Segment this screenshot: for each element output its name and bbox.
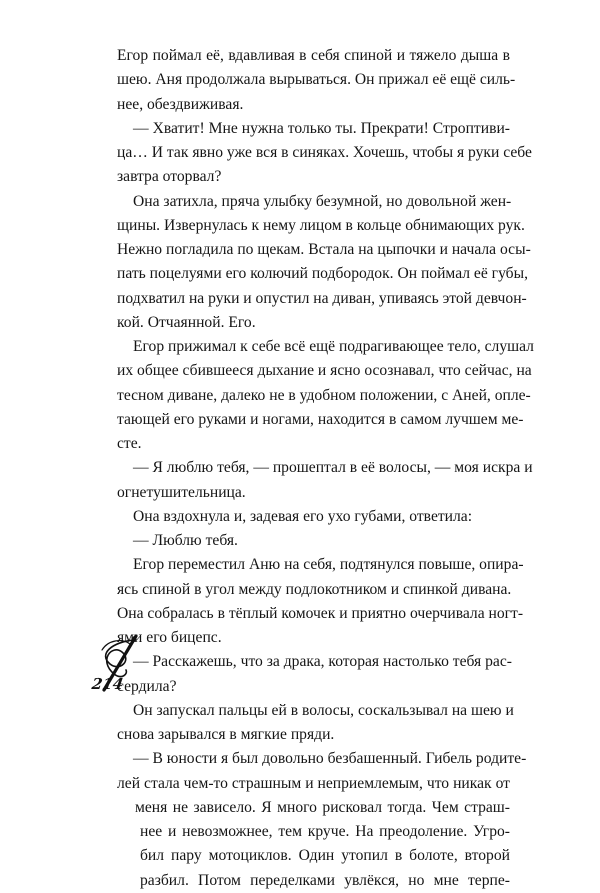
text-line: меня не зависело. Я много рисковал тогда. Чем страш- (135, 798, 510, 816)
text-line: кой. Отчаянной. Его. (117, 313, 256, 331)
text-line: щины. Извернулась к нему лицом в кольце обнимающих рук. (117, 216, 525, 234)
text-line: подхватил на руки и опустил на диван, упиваясь этой девчон- (117, 289, 527, 307)
text-line: сте. (117, 435, 142, 452)
text-line: нее и невозможнее, тем круче. На преодоление. Угро- (140, 823, 510, 840)
text-line: — Хватит! Мне нужна только ты. Прекрати! Строптиви- (133, 119, 510, 137)
text-line: ясь спиной в угол между подлокотником и спинкой дивана. (117, 580, 512, 598)
text-line: снова зарывался в мягкие пряди. (117, 726, 335, 743)
text-line: Егор переместил Аню на себя, подтянулся повыше, опира- (133, 556, 524, 574)
text-line: завтра оторвал? (117, 168, 222, 186)
text-line: — В юности я был довольно безбашенный. Гибель родите- (133, 750, 527, 768)
text-line: Она затихла, пряча улыбку безумной, но довольной жен- (133, 192, 512, 210)
text-line: Он запускал пальцы ей в волосы, соскальзывал на шею и (133, 701, 514, 719)
text-line: Нежно погладила по щекам. Встала на цыпочки и начала осы- (117, 241, 531, 258)
text-line: Она собралась в тёплый комочек и приятно очерчивала ногт- (117, 604, 524, 622)
text-line: нее, обездвиживая. (117, 95, 244, 113)
text-line: огнетушительница. (117, 483, 246, 501)
text-line: Егор поймал её, вдавливая в себя спиной и тяжело дыша в (117, 47, 510, 64)
text-line: пать поцелуями его колючий подбородок. Он поймал её губы, (117, 265, 528, 283)
text-line: тающей его руками и ногами, находится в самом лучшем ме- (117, 410, 524, 428)
text-line: бил пару мотоциклов. Один утопил в болоте, второй (140, 847, 510, 865)
text-line: Она вздохнула и, задевая его ухо губами, ответила: (133, 507, 473, 525)
page-number: 214 (90, 675, 125, 693)
text-line: — Расскажешь, что за драка, которая настолько тебя рас- (133, 653, 512, 671)
text-line: разбил. Потом переделками увлёкся, но мне терпе- (140, 871, 510, 889)
text-line: шею. Аня продолжала вырываться. Он прижал её ещё силь- (117, 71, 516, 89)
text-line: сердила? (117, 677, 177, 695)
text-line: Егор прижимал к себе всё ещё подрагивающее тело, слушал (133, 338, 534, 355)
text-line: их общее сбившееся дыхание и ясно осознавал, что сейчас, на (117, 362, 532, 380)
text-line: — Я люблю тебя, — прошептал в её волосы, — моя искра и (133, 459, 533, 477)
text-line: ями его бицепс. (117, 629, 222, 646)
text-line: — Люблю тебя. (133, 532, 238, 549)
text-line: лей стала чем-то страшным и неприемлемым, что никак от (117, 774, 510, 792)
text-line: ца… И так явно уже вся в синяках. Хочешь, чтобы я руки себе (117, 144, 532, 161)
text-line: тесном диване, далеко не в удобном положении, с Аней, опле- (117, 386, 531, 404)
